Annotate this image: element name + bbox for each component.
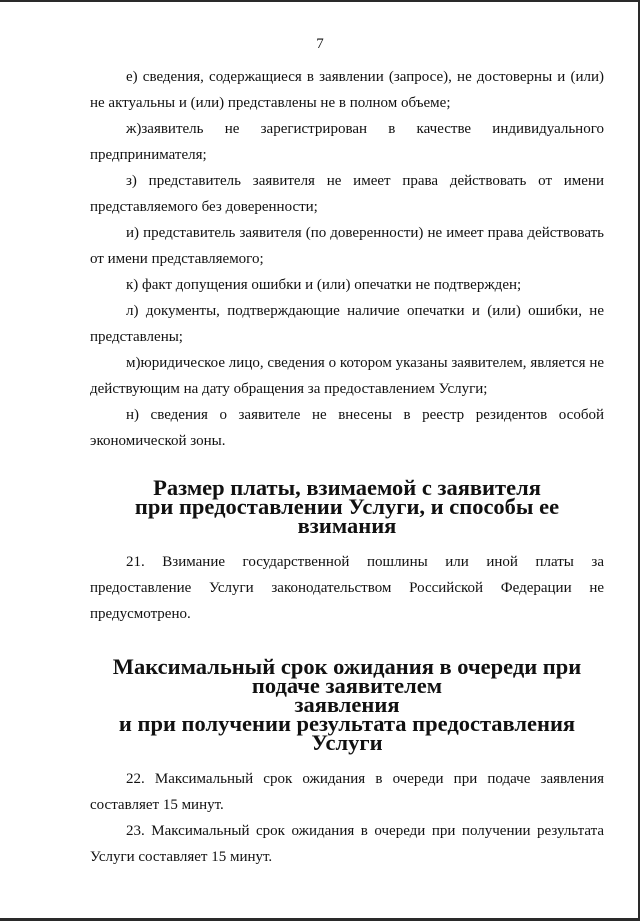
list-item-zh: ж)заявитель не зарегистрирован в качестве индивидуального предпринимателя; bbox=[90, 121, 604, 163]
list-item-m: м)юридическое лицо, сведения о котором указаны заявителем, является не действующим на дату обращения за предоставлением Услуги; bbox=[90, 355, 604, 397]
document-body bbox=[90, 64, 604, 870]
list-item-z: з) представитель заявителя не имеет права действовать от имени представляемого без доверенности; bbox=[90, 173, 604, 215]
list-item-n: н) сведения о заявителе не внесены в реестр резидентов особой экономической зоны. bbox=[90, 407, 604, 449]
section-heading-fee-line2: при предоставлении Услуги, и способы ее взимания bbox=[134, 494, 560, 538]
section-heading-fee bbox=[90, 475, 604, 538]
page-number: 7 bbox=[316, 36, 324, 52]
section-heading-fee-line1: Размер платы, взимаемой с заявителя bbox=[153, 475, 541, 500]
section-heading-queue bbox=[90, 654, 604, 755]
list-item-e: е) сведения, содержащиеся в заявлении (запросе), не достоверны и (или) не актуальны и (или) представлены не в полном объеме; bbox=[90, 69, 604, 111]
list-item-k: к) факт допущения ошибки и (или) опечатки не подтвержден; bbox=[126, 277, 522, 293]
paragraph-22: 22. Максимальный срок ожидания в очереди при подаче заявления составляет 15 минут. bbox=[90, 771, 604, 813]
section-heading-queue-line3: и при получении результата предоставления Услуги bbox=[118, 711, 576, 755]
list-item-l: л) документы, подтверждающие наличие опечатки и (или) ошибки, не представлены; bbox=[90, 303, 604, 345]
paragraph-23: 23. Максимальный срок ожидания в очереди при получении результата Услуги составляет 15 минут. bbox=[90, 823, 604, 865]
section-heading-queue-line1: Максимальный срок ожидания в очереди при подаче заявителем bbox=[112, 654, 582, 698]
scan-edge-top bbox=[0, 0, 640, 2]
paragraph-21: 21. Взимание государственной пошлины или иной платы за предоставление Услуги законодательством Российской Федерации не предусмотрено. bbox=[90, 554, 604, 622]
section-heading-queue-line2: заявления bbox=[294, 692, 400, 717]
list-item-i: и) представитель заявителя (по доверенности) не имеет права действовать от имени представляемого; bbox=[90, 225, 604, 267]
